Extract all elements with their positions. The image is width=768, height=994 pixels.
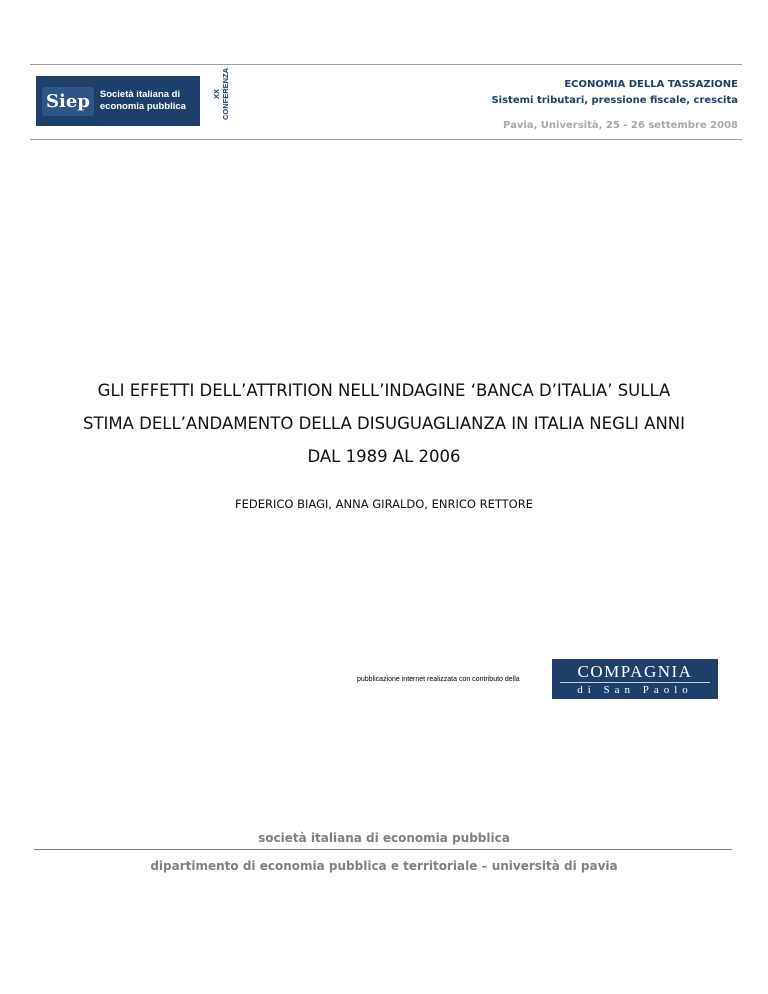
conference-label xyxy=(196,62,246,126)
conference-place-date: Pavia, Università, 25 - 26 settembre 2008 xyxy=(503,120,738,131)
paper-title-line-2: STIMA DELL’ANDAMENTO DELLA DISUGUAGLIANZA IN ITALIA NEGLI ANNI xyxy=(82,414,685,433)
siep-logo-name xyxy=(100,89,186,113)
compagnia-logo-bottom: di San Paolo xyxy=(577,684,693,696)
paper-authors: FEDERICO BIAGI, ANNA GIRALDO, ENRICO RETTORE xyxy=(235,497,533,511)
conference-theme: ECONOMIA DELLA TASSAZIONE xyxy=(564,79,738,90)
conference-word: CONFERENZA xyxy=(221,67,230,121)
compagnia-san-paolo-logo xyxy=(552,659,718,699)
siep-logo-mark: Siep xyxy=(42,87,94,116)
paper-title-line-3: DAL 1989 AL 2006 xyxy=(307,447,461,466)
compagnia-logo-divider xyxy=(560,682,710,683)
header-top-rule xyxy=(30,64,742,65)
header-bottom-rule xyxy=(30,139,742,140)
compagnia-logo-top: COMPAGNIA xyxy=(577,662,693,681)
conference-number: XX xyxy=(212,89,221,100)
paper-title-line-1: GLI EFFETTI DELL’ATTRITION NELL’INDAGINE ‘BANCA D’ITALIA’ SULLA xyxy=(97,381,671,400)
footer-department: dipartimento di economia pubblica e territoriale – università di pavia xyxy=(150,859,618,873)
paper-title xyxy=(30,374,738,473)
conference-subtitle: Sistemi tributari, pressione fiscale, crescita xyxy=(491,95,738,106)
siep-logo-name-line1: Società italiana di xyxy=(99,89,181,100)
siep-logo xyxy=(36,76,200,126)
footer-rule xyxy=(34,849,732,850)
siep-logo-name-line2: economia pubblica xyxy=(99,101,186,112)
footer-society: società italiana di economia pubblica xyxy=(258,831,510,845)
sponsor-note: pubblicazione internet realizzata con contributo della xyxy=(357,676,520,683)
